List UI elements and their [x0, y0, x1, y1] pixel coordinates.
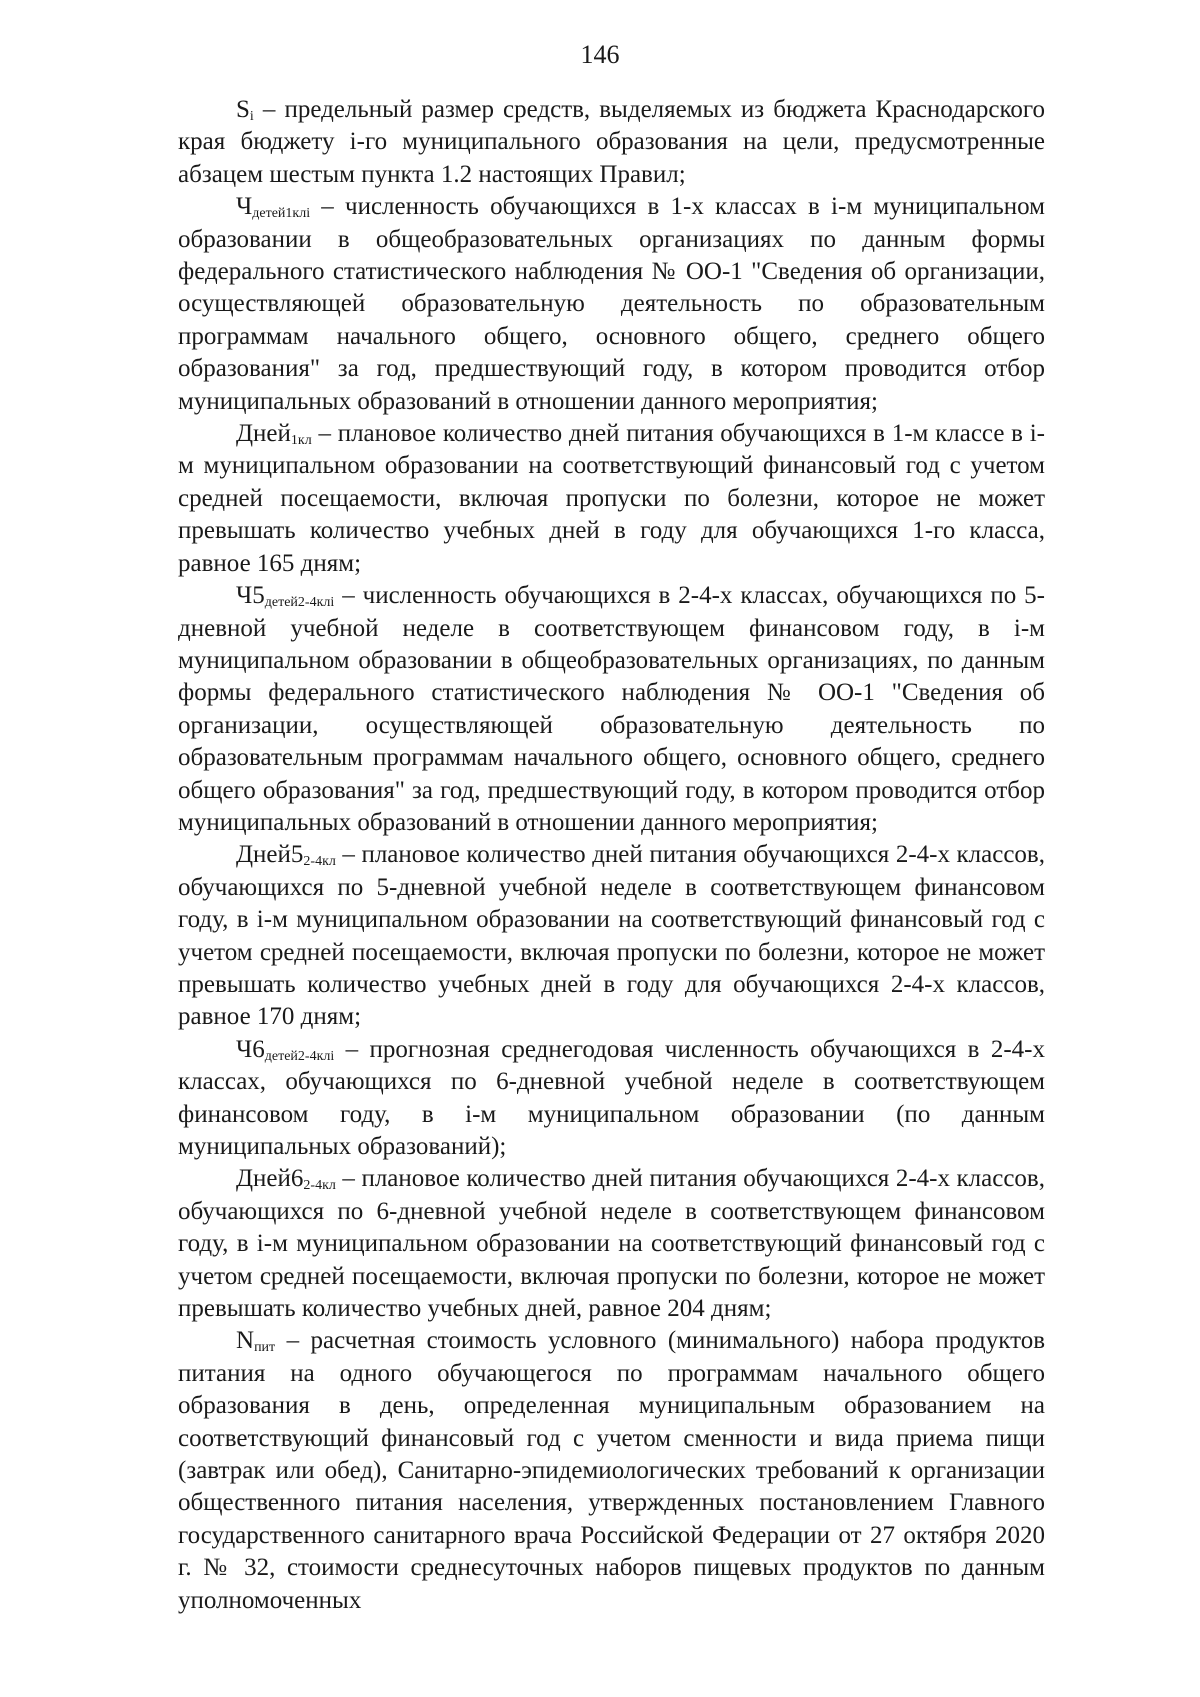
term-subscript: детей2-4клi [264, 1048, 335, 1064]
term-subscript: i [249, 109, 254, 124]
term-subscript: 1кл [290, 433, 312, 449]
definition-text: – прогнозная среднегодовая численность обучающихся в 2-4-х классах, обучающихся по 6-дневной учебной неделе в соответствующем финансовом году, в i-м муниципальном образовании (по данным муниципальных образований); [178, 1035, 1045, 1160]
term-subscript: 2-4кл [303, 1178, 336, 1194]
definition-ch-1kl [178, 191, 1045, 418]
term-subscript: 2-4кл [303, 854, 336, 870]
definition-text: – плановое количество дней питания обучающихся 2-4-х классов, обучающихся по 6-дневной учебной неделе в соответствующем финансовом году, в i-м муниципальном образовании на соответствующий финансовый год с учетом средней посещаемости, включая пропуски по болезни, которое не может превышать количество учебных дней, равное 204 дням; [178, 1165, 1045, 1323]
definition-si [178, 94, 1045, 191]
term-symbol: S [236, 96, 250, 123]
definition-dney6 [178, 1163, 1045, 1325]
definition-ch6 [178, 1034, 1045, 1164]
page-number: 146 [580, 40, 620, 69]
document-body [178, 94, 1045, 1617]
definition-dney-1kl [178, 418, 1045, 580]
term-symbol: Дней5 [236, 841, 304, 869]
definition-npit [178, 1325, 1045, 1617]
term-symbol: N [236, 1327, 255, 1355]
term-symbol: Ч6 [236, 1035, 265, 1063]
definition-ch5 [178, 580, 1045, 839]
term-subscript: детей1клi [252, 206, 311, 222]
definition-text: – плановое количество дней питания обучающихся 2-4-х классов, обучающихся по 5-дневной учебной неделе в соответствующем финансовом году, в i-м муниципальном образовании на соответствующий финансовый год с учетом средней посещаемости, включая пропуски по болезни, которое не может превышать количество учебных дней в году для обучающихся 2-4-х классов, равное 170 дням; [178, 841, 1045, 1031]
definition-text: – предельный размер средств, выделяемых из бюджета Краснодарского края бюджету i-го муниципального образования на цели, предусмотренные абзацем шестым пункта 1.2 настоящих Правил; [178, 96, 1045, 188]
definition-text: – численность обучающихся в 1-х классах в i-м муниципальном образовании в общеобразовательных организациях по данным формы федерального статистического наблюдения № ОО-1 "Сведения об организации, осуществляющей образовательную деятельность по образовательным программам начального общего, основного общего, среднего общего образования" за год, предшествующий году, в котором проводится отбор муниципальных образований в отношении данного мероприятия; [178, 193, 1045, 415]
definition-text: – расчетная стоимость условного (минимального) набора продуктов питания на одного обучающегося по программам начального общего образования в день, определенная муниципальным образованием на соответствующий финансовый год с учетом сменности и вида приема пищи (завтрак или обед), Санитарно-эпидемиологических требований к организации общественного питания населения, утвержденных постановлением Главного государственного санитарного врача Российской Федерации от 27 октября 2020 г. № 32, стоимости среднесуточных наборов пищевых продуктов по данным уполномоченных [178, 1327, 1045, 1614]
definition-text: – численность обучающихся в 2-4-х классах, обучающихся по 5-дневной учебной неделе в соответствующем финансовом году, в i-м муниципальном образовании в общеобразовательных организациях, по данным формы федерального статистического наблюдения № ОО-1 "Сведения об организации, осуществляющей образовательную деятельность по образовательным программам начального общего, основного общего, среднего общего образования" за год, предшествующий году, в котором проводится отбор муниципальных образований в отношении данного мероприятия; [178, 582, 1045, 836]
term-symbol: Дней [236, 420, 291, 448]
term-subscript: пит [254, 1340, 276, 1356]
definition-dney5 [178, 839, 1045, 1033]
term-symbol: Ч [236, 193, 253, 221]
term-symbol: Ч5 [236, 582, 265, 610]
term-subscript: детей2-4клi [264, 595, 335, 611]
definition-text: – плановое количество дней питания обучающихся в 1-м классе в i-м муниципальном образовании на соответствующий финансовый год с учетом средней посещаемости, включая пропуски по болезни, которое не может превышать количество учебных дней в году для обучающихся 1-го класса, равное 165 дням; [178, 420, 1045, 577]
term-symbol: Дней6 [236, 1165, 304, 1193]
